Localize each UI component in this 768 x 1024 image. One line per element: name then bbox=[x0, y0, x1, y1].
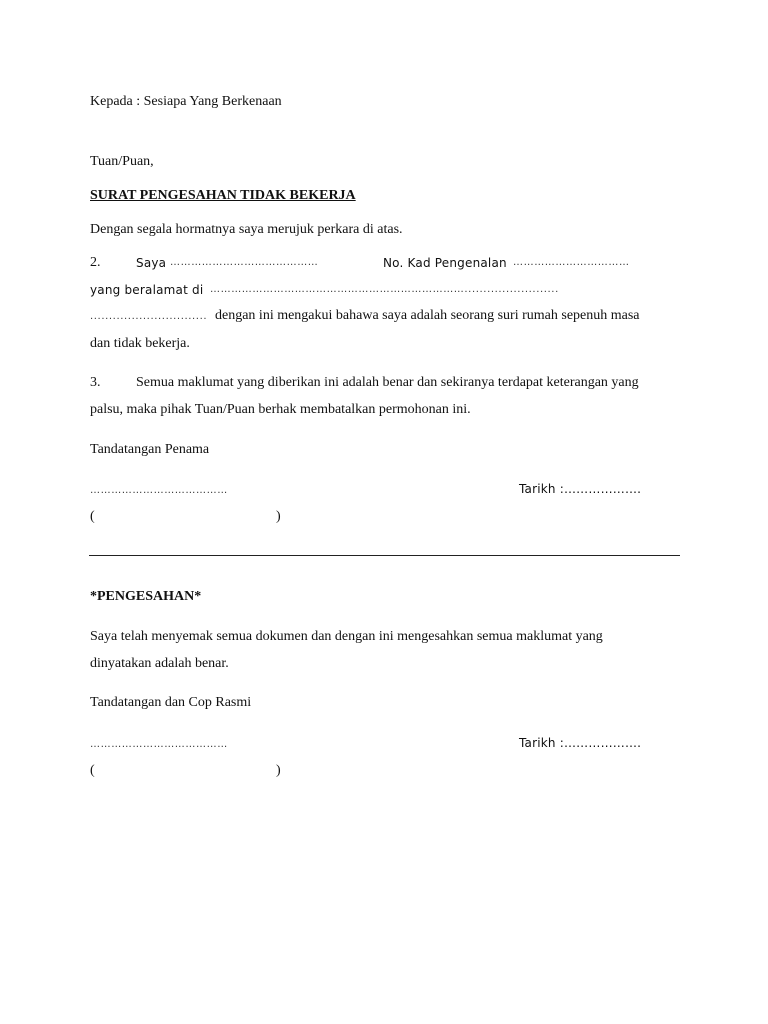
verification-heading: *PENGESAHAN* bbox=[90, 589, 202, 604]
official-signature-field[interactable]: ………………………………… bbox=[90, 739, 228, 750]
applicant-signature-label: Tandatangan Penama bbox=[90, 442, 210, 457]
applicant-name-paren-open: ( bbox=[90, 509, 95, 524]
official-name-paren-close: ) bbox=[276, 763, 281, 778]
para2-ic-label: No. Kad Pengenalan bbox=[383, 256, 507, 270]
para3-line1: Semua maklumat yang diberikan ini adalah benar dan sekiranya terdapat keterangan yang bbox=[136, 375, 639, 390]
applicant-date-field[interactable]: Tarikh :………………. bbox=[519, 482, 642, 496]
verification-line1: Saya telah menyemak semua dokumen dan dengan ini mengesahkan semua maklumat yang bbox=[90, 629, 603, 644]
para2-saya-label: Saya bbox=[136, 256, 167, 270]
section-divider bbox=[89, 555, 680, 556]
para2-ic-field[interactable]: …………………………… bbox=[513, 257, 630, 268]
salutation: Tuan/Puan, bbox=[90, 154, 154, 169]
para2-address-field[interactable]: ………………………………………………………………......................... bbox=[210, 284, 559, 295]
verification-line2: dinyatakan adalah benar. bbox=[90, 656, 229, 671]
official-signature-label: Tandatangan dan Cop Rasmi bbox=[90, 695, 252, 710]
para2-address-label: yang beralamat di bbox=[90, 283, 204, 297]
para2-number: 2. bbox=[90, 255, 101, 270]
applicant-name-paren-close: ) bbox=[276, 509, 281, 524]
para2-address-field-cont[interactable]: ............................... bbox=[90, 311, 208, 322]
para2-name-field[interactable]: …………………………………… bbox=[170, 257, 319, 268]
para3-number: 3. bbox=[90, 375, 101, 390]
official-date-field[interactable]: Tarikh :………………. bbox=[519, 736, 642, 750]
para2-line4: dan tidak bekerja. bbox=[90, 336, 190, 351]
official-name-paren-open: ( bbox=[90, 763, 95, 778]
intro-sentence: Dengan segala hormatnya saya merujuk perkara di atas. bbox=[90, 222, 403, 237]
para3-line2: palsu, maka pihak Tuan/Puan berhak membatalkan permohonan ini. bbox=[90, 402, 471, 417]
addressee-line: Kepada : Sesiapa Yang Berkenaan bbox=[90, 94, 282, 109]
applicant-signature-field[interactable]: ………………………………… bbox=[90, 485, 228, 496]
letter-title: SURAT PENGESAHAN TIDAK BEKERJA bbox=[90, 188, 356, 203]
para2-line3: dengan ini mengakui bahawa saya adalah seorang suri rumah sepenuh masa bbox=[215, 308, 640, 323]
